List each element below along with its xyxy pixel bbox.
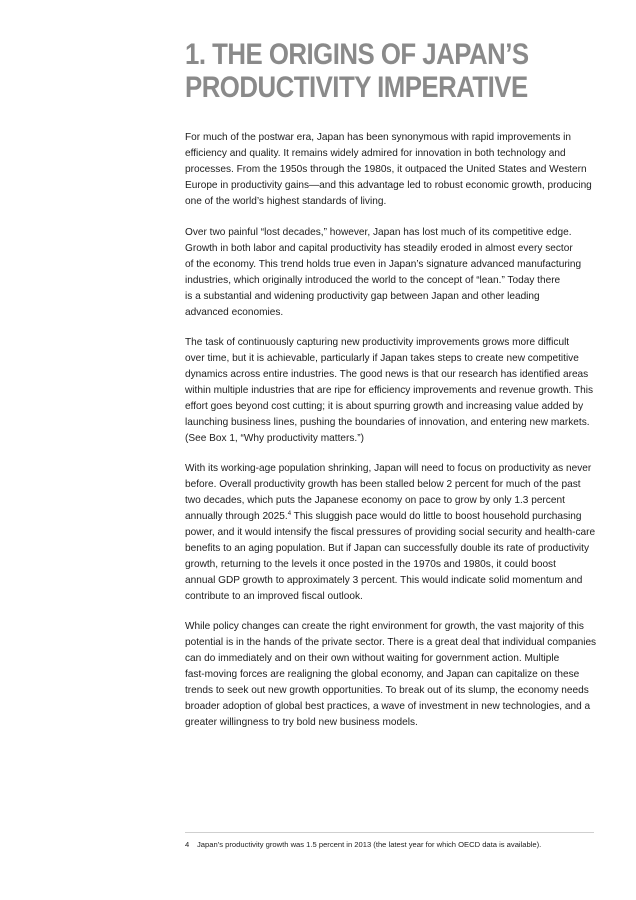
chapter-heading-line-1: 1. THE ORIGINS OF JAPAN’S [185, 38, 529, 71]
text-line: before. Overall productivity growth has been stalled below 2 percent for much of the past [185, 479, 581, 490]
footnote [185, 840, 605, 850]
text-line: For much of the postwar era, Japan has been synonymous with rapid improvements in [185, 132, 571, 143]
text-line: can do immediately and on their own without waiting for government action. Multiple [185, 653, 560, 664]
text-line-with-footnote [185, 509, 600, 525]
paragraph-5 [185, 619, 600, 731]
text-line: one of the world’s highest standards of living. [185, 196, 387, 207]
text-line: contribute to an improved fiscal outlook. [185, 591, 363, 602]
text-line: broader adoption of global best practices, a wave of investment in new technologies, and a [185, 701, 591, 712]
text-line: industries, which originally introduced the world to the concept of “lean.” Today there [185, 275, 561, 286]
text-line: dynamics across entire industries. The good news is that our research has identified areas [185, 369, 589, 380]
text-line: benefits to an aging population. But if Japan can successfully double its rate of productivity [185, 543, 589, 554]
text-line: trends to seek out new growth opportunities. To break out of its slump, the economy needs [185, 685, 589, 696]
text-line: of the economy. This trend holds true even in Japan’s signature advanced manufacturing [185, 259, 582, 270]
text-line: over time, but it is achievable, particularly if Japan takes steps to create new competitive [185, 353, 579, 364]
text-line: With its working-age population shrinking, Japan will need to focus on productivity as never [185, 463, 592, 474]
footnote-number: 4 [185, 840, 190, 849]
text-line: within multiple industries that are ripe for efficiency improvements and revenue growth. This [185, 385, 594, 396]
footnote-reference[interactable]: 4 [287, 511, 292, 517]
paragraph-4 [185, 461, 600, 605]
text-line: Over two painful “lost decades,” however, Japan has lost much of its competitive edge. [185, 227, 572, 238]
text-line: While policy changes can create the right environment for growth, the vast majority of this [185, 621, 584, 632]
text-line: effort goes beyond cost cutting; it is about spurring growth and increasing value added by [185, 401, 584, 412]
text-line: The task of continuously capturing new productivity improvements grows more difficult [185, 337, 570, 348]
text-line: Europe in productivity gains—and this advantage led to robust economic growth, producing [185, 180, 592, 191]
text-segment: annually through 2025. [185, 511, 288, 522]
paragraph-2 [185, 225, 600, 321]
text-line: efficiency and quality. It remains widely admired for innovation in both technology and [185, 148, 566, 159]
text-line: advanced economies. [185, 307, 284, 318]
text-line: growth, returning to the levels it once posted in the 1970s and 1980s, it could boost [185, 559, 556, 570]
footnote-text: Japan’s productivity growth was 1.5 percent in 2013 (the latest year for which OECD data is available). [197, 840, 542, 849]
chapter-heading [185, 38, 598, 104]
text-line: Growth in both labor and capital productivity has steadily eroded in almost every sector [185, 243, 573, 254]
chapter-heading-line-2: PRODUCTIVITY IMPERATIVE [185, 71, 528, 104]
text-line: potential is in the hands of the private sector. There is a great deal that individual companies [185, 637, 597, 648]
text-line: greater willingness to try bold new business models. [185, 717, 418, 728]
text-line: (See Box 1, “Why productivity matters.”) [185, 433, 364, 444]
text-line: annual GDP growth to approximately 3 percent. This would indicate solid momentum and [185, 575, 583, 586]
body-text [185, 130, 600, 745]
text-line: fast-moving forces are realigning the global economy, and Japan can capitalize on these [185, 669, 580, 680]
text-line: power, and it would intensify the fiscal pressures of providing social security and health-care [185, 527, 596, 538]
footnote-divider [185, 832, 594, 833]
text-line: is a substantial and widening productivity gap between Japan and other leading [185, 291, 540, 302]
text-line: processes. From the 1950s through the 1980s, it outpaced the United States and Western [185, 164, 587, 175]
text-line: launching business lines, pushing the boundaries of innovation, and entering new markets. [185, 417, 590, 428]
text-line: two decades, which puts the Japanese economy on pace to grow by only 1.3 percent [185, 495, 565, 506]
text-segment: This sluggish pace would do little to boost household purchasing [291, 511, 582, 522]
paragraph-3 [185, 335, 600, 447]
paragraph-1 [185, 130, 600, 210]
